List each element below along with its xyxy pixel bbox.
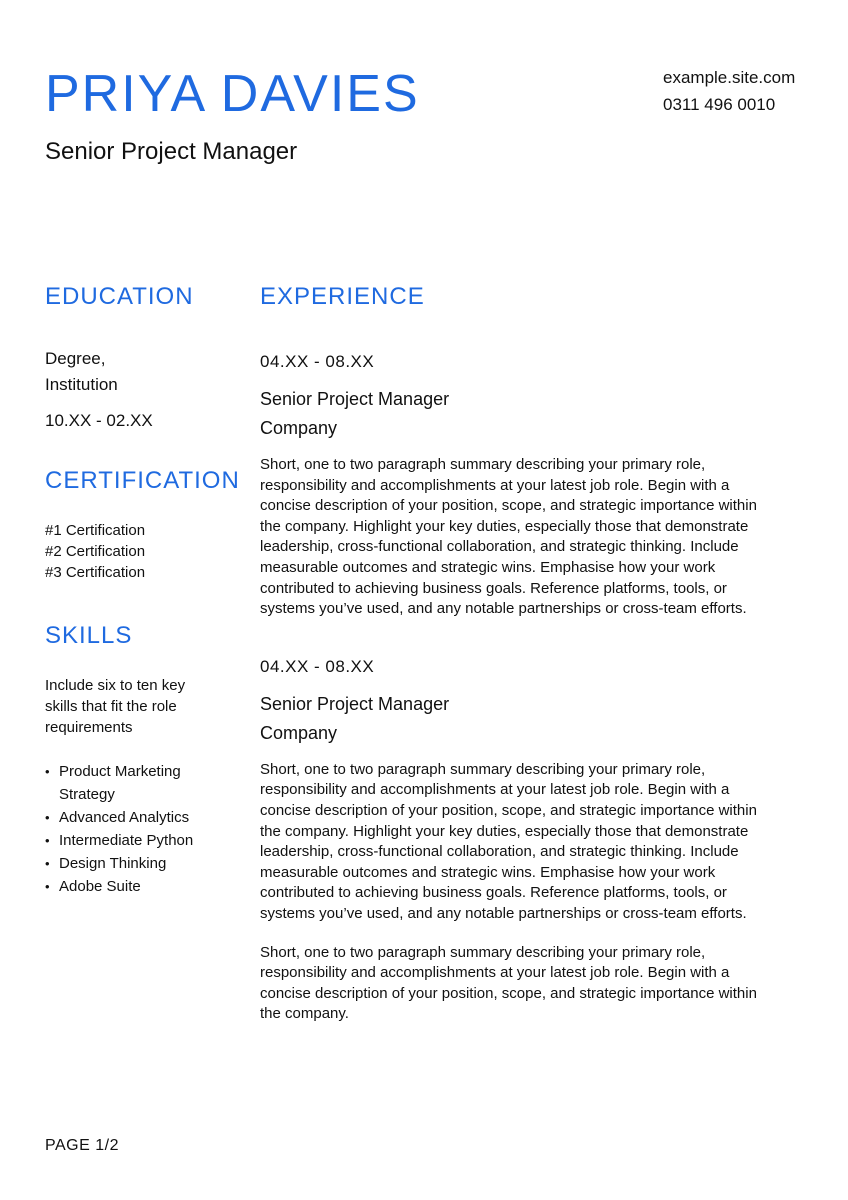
skills-heading: SKILLS <box>45 622 133 649</box>
certification-item: #1 Certification <box>45 522 146 539</box>
education-degree: Degree, <box>45 349 106 368</box>
job-description: Short, one to two paragraph summary describing your primary role, responsibility and accomplishments at your latest job role. Begin with a concise description of your position, scope, and strategic importance within the company. Highlight your key duties, especially those that demonstrate leadership, cross-functional collaboration, and strategic thinking. Include measurable outcomes and strategic wins. Emphasise how your work contributed to achieving business goals. Reference platforms, tools, or systems you’ve used, and any notable partnerships or cross-team efforts. <box>260 456 757 618</box>
job-dates: 04.XX - 08.XX <box>260 656 375 676</box>
skill-item: • Advanced Analytics <box>45 806 209 829</box>
job-dates: 04.XX - 08.XX <box>260 352 375 371</box>
skill-item: • Intermediate Python <box>45 829 209 852</box>
contact-phone: 0311 496 0010 <box>663 95 776 114</box>
education-dates: 10.XX - 02.XX <box>45 411 153 430</box>
job-company: Company <box>260 418 338 438</box>
right-column <box>260 282 760 1025</box>
certification-heading: CERTIFICATION <box>45 467 240 494</box>
certification-item: #3 Certification <box>45 564 146 581</box>
certification-item: #2 Certification <box>45 543 146 560</box>
page-number: PAGE 1/2 <box>45 1137 119 1154</box>
job-entry <box>260 351 760 620</box>
skills-intro: Include six to ten key skills that fit the role requirements <box>45 677 186 736</box>
contact-website[interactable]: example.site.com <box>663 68 796 87</box>
contact-block <box>663 64 795 118</box>
job-description: Short, one to two paragraph summary describing your primary role, responsibility and accomplishments at your latest job role. Begin with a concise description of your position, scope, and strategic importance within the company. Highlight your key duties, especially those that demonstrate leadership, cross-functional collaboration, and strategic thinking. Include measurable outcomes and strategic wins. Emphasise how your work contributed to achieving business goals. Reference platforms, tools, or systems you’ve used, and any notable partnerships or cross-team efforts. <box>260 760 757 922</box>
certification-list <box>45 520 235 583</box>
skill-item: • Design Thinking <box>45 852 209 875</box>
job-description-extra: Short, one to two paragraph summary describing your primary role, responsibility and accomplishments at your latest job role. Begin with a concise description of your position, scope, and strategic importance within the company. <box>260 943 757 1023</box>
education-entry <box>45 346 235 398</box>
experience-heading: EXPERIENCE <box>260 283 425 310</box>
skill-item: • Product Marketing Strategy <box>45 760 209 806</box>
candidate-role: Senior Project Manager <box>45 138 298 165</box>
education-institution: Institution <box>45 375 118 394</box>
education-heading: EDUCATION <box>45 283 194 310</box>
job-company: Company <box>260 722 338 743</box>
left-column <box>45 282 240 898</box>
skills-list <box>45 760 235 898</box>
job-title: Senior Project Manager <box>260 693 450 714</box>
candidate-name: PRIYA DAVIES <box>45 65 420 123</box>
job-title: Senior Project Manager <box>260 389 450 409</box>
skill-item: • Adobe Suite <box>45 875 209 898</box>
job-entry <box>260 656 760 1025</box>
